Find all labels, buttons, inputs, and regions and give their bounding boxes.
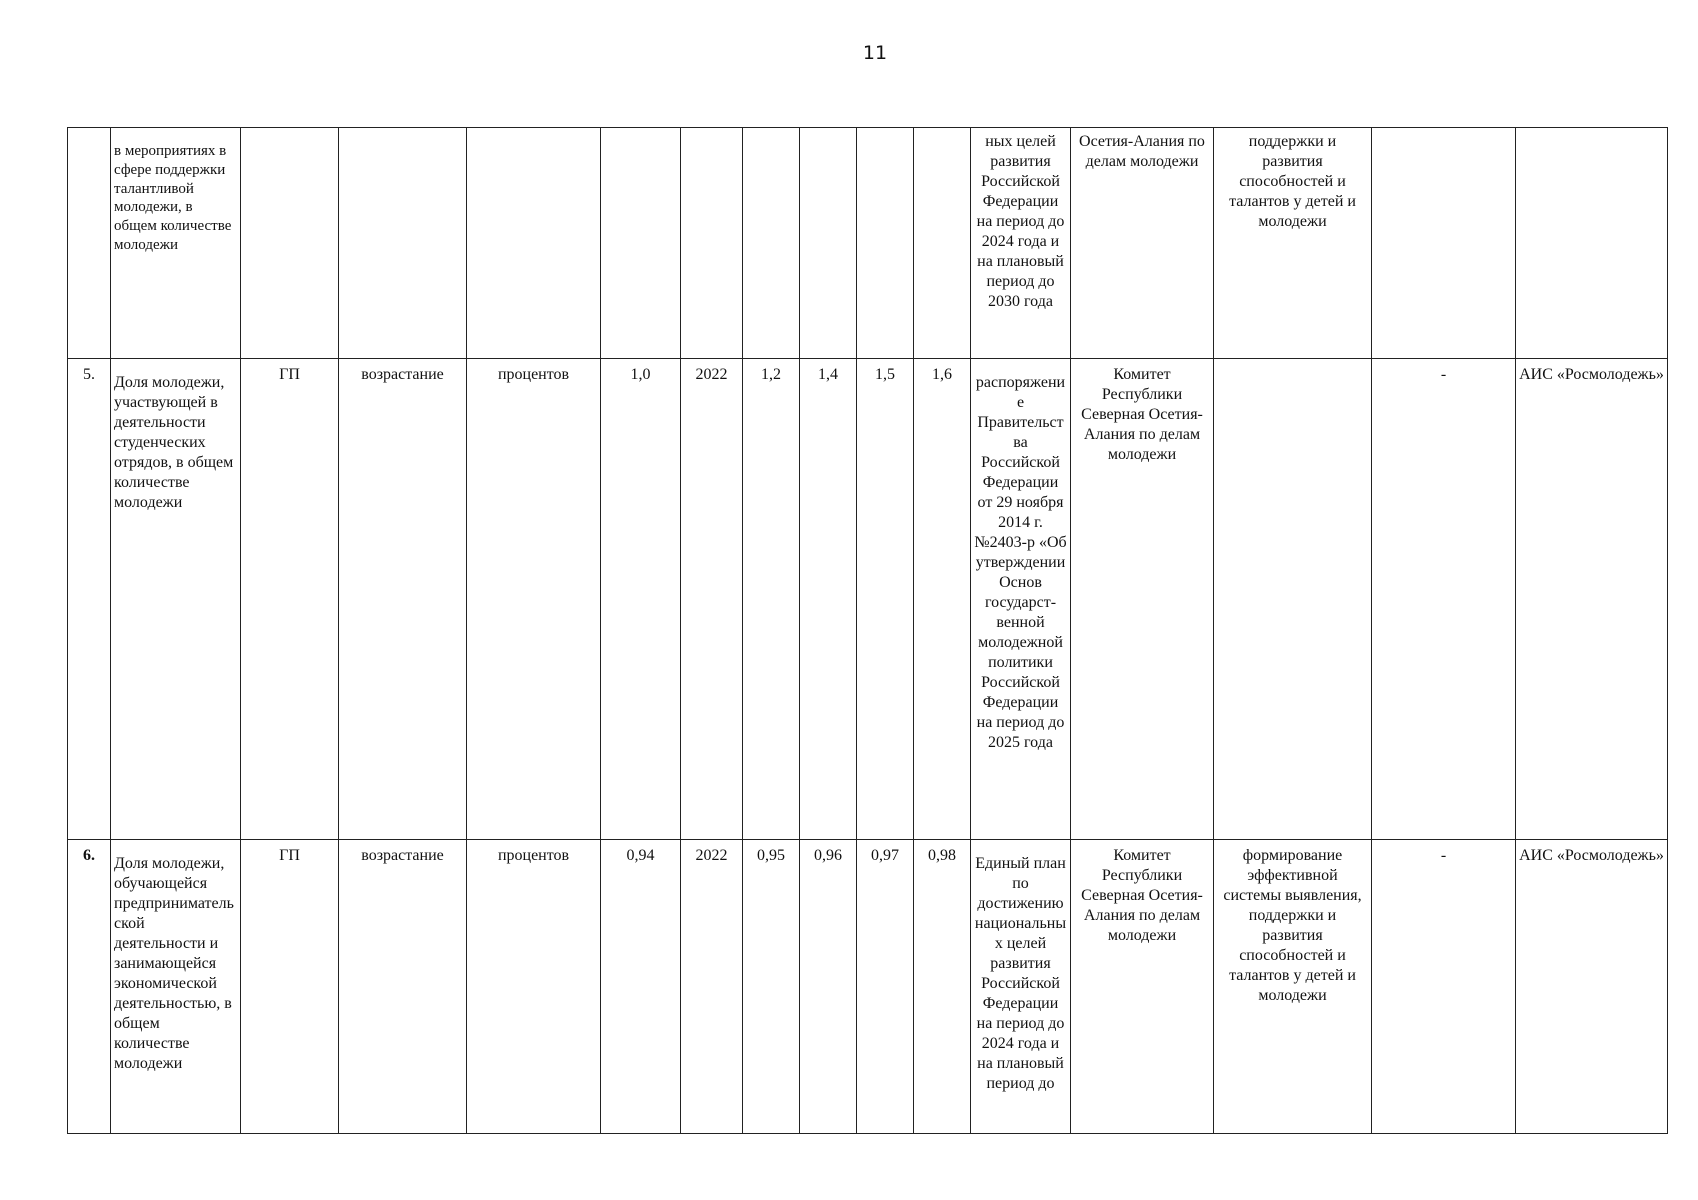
target-value-3: 0,97 [857,840,914,1134]
information-system: АИС «Росмолодежь» [1516,359,1668,840]
indicators-table [67,127,1668,1134]
target-value-2 [800,128,857,359]
target-value-3 [857,128,914,359]
indicator-direction: возрастание [339,840,467,1134]
indicator-unit: процентов [467,359,601,840]
indicator-direction: возрастание [339,359,467,840]
indicator-name: Доля молодежи, обучающейся предпринимательской деятельности и занимающейся экономической деятельностью, в общем количестве молодежи [111,840,241,1134]
indicator-level: ГП [241,840,339,1134]
table-row [68,359,1668,840]
base-value [601,128,681,359]
target-value-1: 1,2 [743,359,800,840]
table-row [68,840,1668,1134]
source-document: Единый план по достижению национальных целей развития Российской Федерации на период до 2024 года и на плановый период до [971,840,1071,1134]
indicator-level: ГП [241,359,339,840]
linked-goal: формирование эффективной системы выявления, поддержки и развития способностей и талантов у детей и молодежи [1214,840,1372,1134]
target-value-1: 0,95 [743,840,800,1134]
indicator-name: в мероприятиях в сфере поддержки талантливой молодежи, в общем количестве молодежи [111,128,241,359]
extra-column: - [1372,840,1516,1134]
base-value: 1,0 [601,359,681,840]
extra-column: - [1372,359,1516,840]
target-value-1 [743,128,800,359]
responsible-body: Комитет Республики Северная Осетия-Алания по делам молодежи [1071,840,1214,1134]
target-value-2: 0,96 [800,840,857,1134]
row-number: 5. [68,359,111,840]
linked-goal: поддержки и развития способностей и талантов у детей и молодежи [1214,128,1372,359]
page-number: 11 [862,42,888,64]
source-document: ных целей развития Российской Федерации на период до 2024 года и на плановый период до 2030 года [971,128,1071,359]
target-value-4: 1,6 [914,359,971,840]
table-row [68,128,1668,359]
base-year: 2022 [681,359,743,840]
information-system: АИС «Росмолодежь» [1516,840,1668,1134]
responsible-body: Комитет Республики Северная Осетия-Алания по делам молодежи [1071,359,1214,840]
row-number: 6. [68,840,111,1134]
indicator-unit: процентов [467,840,601,1134]
responsible-body: Осетия-Алания по делам молодежи [1071,128,1214,359]
indicator-direction [339,128,467,359]
source-document: распоряжение Правительства Российской Федерации от 29 ноября 2014 г. №2403-р «Об утверждении Основ государст-венной молодежной политики Российской Федерации на период до 2025 года [971,359,1071,840]
target-value-4 [914,128,971,359]
base-year: 2022 [681,840,743,1134]
target-value-4: 0,98 [914,840,971,1134]
indicator-name: Доля молодежи, участвующей в деятельности студенческих отрядов, в общем количестве молодежи [111,359,241,840]
linked-goal [1214,359,1372,840]
base-value: 0,94 [601,840,681,1134]
extra-column [1372,128,1516,359]
row-number [68,128,111,359]
target-value-2: 1,4 [800,359,857,840]
indicator-level [241,128,339,359]
base-year [681,128,743,359]
information-system [1516,128,1668,359]
target-value-3: 1,5 [857,359,914,840]
indicator-unit [467,128,601,359]
